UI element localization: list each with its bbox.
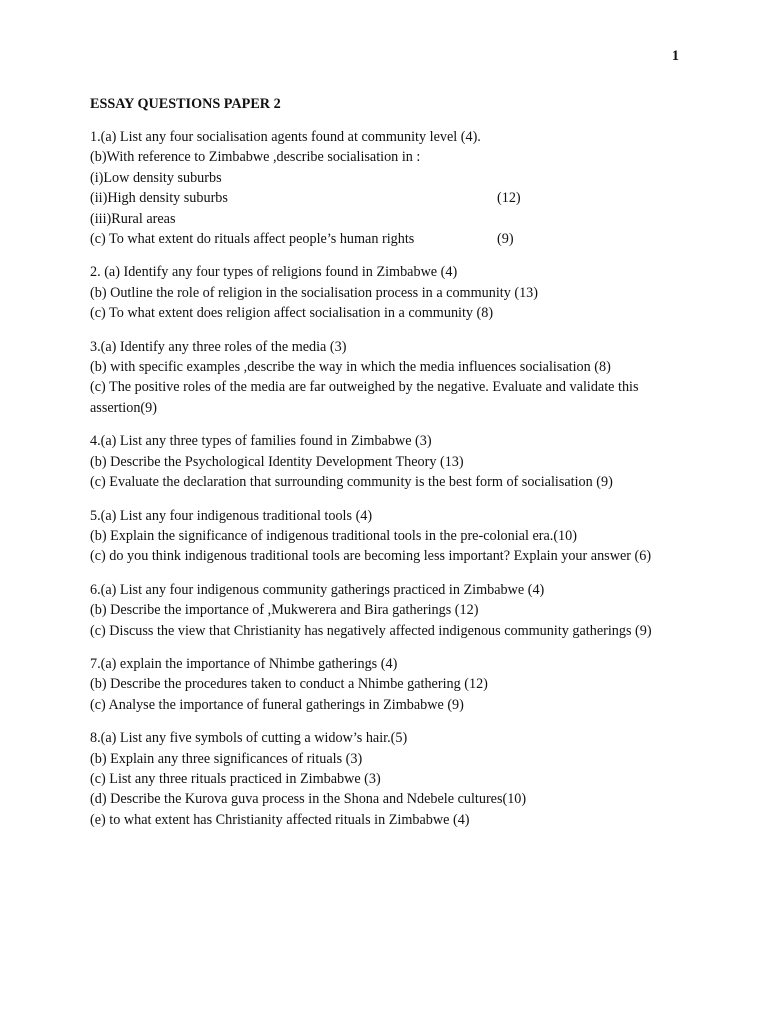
question-2 (90, 262, 690, 323)
question-line: (ii)High density suburbs (90, 190, 228, 207)
question-line: 1.(a) List any four socialisation agents found at community level (4). (90, 129, 481, 145)
question-line: (c) The positive roles of the media are far outweighed by the negative. Evaluate and validate this assertion(9) (90, 379, 639, 416)
question-6 (90, 580, 690, 641)
question-3 (90, 337, 690, 419)
question-row-with-mark (90, 188, 690, 208)
question-line: (b) Explain the significance of indigenous traditional tools in the pre-colonial era.(10) (90, 527, 577, 544)
question-line: (b) with specific examples ,describe the way in which the media influences socialisation (8) (90, 359, 611, 376)
question-line: (c) Discuss the view that Christianity has negatively affected indigenous community gatherings (9) (90, 622, 652, 639)
question-line: (iii)Rural areas (90, 210, 176, 227)
question-line: (c) Evaluate the declaration that surrounding community is the best form of socialisation (9) (90, 474, 613, 491)
question-line: (i)Low density suburbs (90, 169, 222, 186)
question-line: (b) Describe the Psychological Identity Development Theory (13) (90, 453, 464, 470)
question-line: (e) to what extent has Christianity affected rituals in Zimbabwe (4) (90, 811, 470, 828)
question-5 (90, 506, 690, 567)
question-line: (c) List any three rituals practiced in Zimbabwe (3) (90, 770, 381, 787)
question-line: (b) Describe the importance of ,Mukwerera and Bira gatherings (12) (90, 602, 479, 619)
page-number: 1 (671, 48, 679, 64)
question-line: (b)With reference to Zimbabwe ,describe socialisation in : (90, 149, 421, 166)
question-line: 6.(a) List any four indigenous community gatherings practiced in Zimbabwe (4) (90, 581, 545, 598)
question-line: (b) Explain any three significances of rituals (3) (90, 750, 363, 767)
question-1 (90, 127, 690, 249)
question-list (90, 127, 690, 843)
mark-allocation: (12) (497, 190, 521, 207)
question-line: (c) To what extent does religion affect socialisation in a community (8) (90, 305, 494, 322)
question-line: (c) Analyse the importance of funeral gatherings in Zimbabwe (9) (90, 696, 464, 713)
question-line: 8.(a) List any five symbols of cutting a widow’s hair.(5) (90, 730, 408, 747)
document-title: ESSAY QUESTIONS PAPER 2 (90, 96, 281, 112)
question-line: 2. (a) Identify any four types of religions found in Zimbabwe (4) (90, 264, 458, 281)
question-line: 3.(a) Identify any three roles of the media (3) (90, 338, 347, 355)
mark-allocation: (9) (497, 231, 514, 248)
question-line: 7.(a) explain the importance of Nhimbe gatherings (4) (90, 655, 398, 672)
question-line: 4.(a) List any three types of families found in Zimbabwe (3) (90, 433, 432, 450)
question-4 (90, 431, 690, 492)
question-8 (90, 728, 690, 830)
question-line: 5.(a) List any four indigenous traditional tools (4) (90, 507, 373, 524)
question-line: (c) do you think indigenous traditional tools are becoming less important? Explain your answer (6) (90, 548, 652, 565)
question-line: (c) To what extent do rituals affect people’s human rights (90, 231, 415, 248)
question-line: (d) Describe the Kurova guva process in the Shona and Ndebele cultures(10) (90, 791, 527, 808)
question-7 (90, 654, 690, 715)
question-line: (b) Describe the procedures taken to conduct a Nhimbe gathering (12) (90, 676, 488, 693)
question-row-with-mark (90, 229, 690, 249)
question-line: (b) Outline the role of religion in the socialisation process in a community (13) (90, 284, 538, 301)
